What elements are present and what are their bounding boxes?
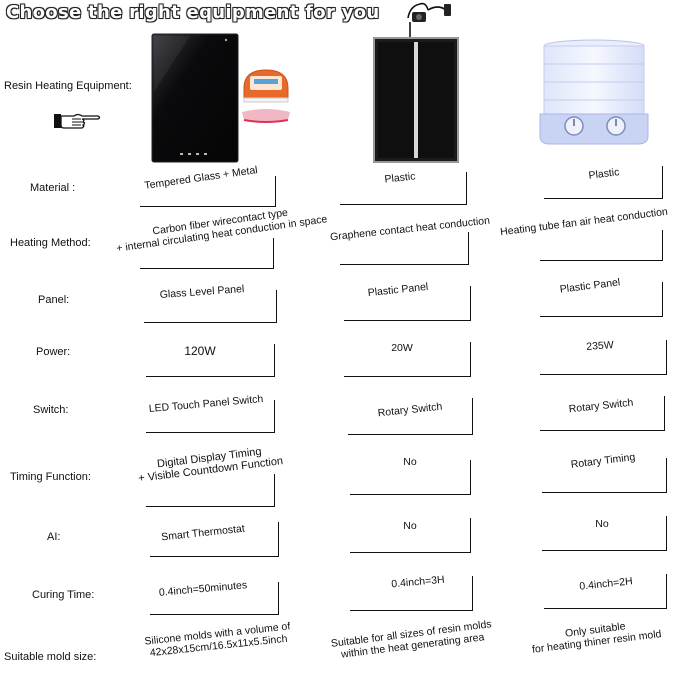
cell-border <box>150 522 279 557</box>
dehydrator-image <box>536 38 652 148</box>
cell-border <box>146 400 275 433</box>
cell-timing-3: Rotary Timing <box>570 451 636 471</box>
cell-border <box>350 460 471 495</box>
cell-border <box>540 282 663 317</box>
row-label-ai: AI: <box>47 531 61 543</box>
cell-border <box>350 576 473 611</box>
cell-mold-3: Only suitable for heating thiner resin mold <box>531 620 663 656</box>
cell-border <box>540 396 665 431</box>
cell-panel-2: Plastic Panel <box>367 280 429 300</box>
row-label-heating-method: Heating Method: <box>10 237 91 249</box>
cell-border <box>340 172 467 205</box>
cell-switch-2: Rotary Switch <box>377 400 443 420</box>
cell-panel-1: Glass Level Panel <box>159 283 245 301</box>
cell-border <box>146 344 275 377</box>
cell-border <box>540 230 663 261</box>
cell-border <box>340 232 469 265</box>
cell-power-3: 235W <box>585 339 615 353</box>
cell-border <box>542 516 667 551</box>
cell-ai-1: Smart Thermostat <box>160 522 246 544</box>
small-heater-image <box>240 64 292 130</box>
row-label-switch: Switch: <box>33 404 69 416</box>
cell-panel-3: Plastic Panel <box>559 276 621 296</box>
cell-material-2: Plastic <box>383 170 417 186</box>
cell-heating-method-1: Carbon fiber wirecontact type + internal circulating heat conduction in space <box>115 206 329 255</box>
pointing-hand-icon <box>52 110 102 132</box>
cell-border <box>542 458 667 493</box>
cell-mold-2: Suitable for all sizes of resin molds within the heat generating area <box>330 618 493 661</box>
cell-border <box>146 474 275 507</box>
cell-border <box>540 340 667 375</box>
cell-border <box>140 238 274 269</box>
row-label-equipment: Resin Heating Equipment: <box>4 80 132 92</box>
row-label-power: Power: <box>36 346 71 358</box>
cell-border <box>140 176 276 207</box>
cell-curing-3: 0.4inch=2H <box>578 575 634 593</box>
glass-heater-image <box>150 32 240 164</box>
cell-mold-1: Silicone molds with a volume of 42x28x15cm/16.5x11x5.5inch <box>143 620 291 660</box>
cell-curing-1: 0.4inch=50minutes <box>158 579 248 599</box>
page-title: Choose the right equipment for you <box>6 2 380 23</box>
cell-border <box>544 166 663 199</box>
cell-border <box>344 286 471 321</box>
cell-ai-3: No <box>595 518 609 530</box>
cell-curing-2: 0.4inch=3H <box>390 573 446 591</box>
cell-power-1: 120W <box>184 344 216 358</box>
cell-border <box>350 518 471 553</box>
cell-border <box>144 290 277 323</box>
cell-material-1: Tempered Glass + Metal <box>143 164 259 192</box>
cell-switch-3: Rotary Switch <box>568 396 634 416</box>
cell-heating-method-3: Heating tube fan air heat conduction <box>499 205 669 239</box>
cell-border <box>344 342 471 377</box>
row-label-panel: Panel: <box>38 294 70 306</box>
cell-border <box>348 398 473 435</box>
cell-timing-1: Digital Display Timing + Visible Countdown Function <box>137 445 284 485</box>
cell-timing-2: No <box>403 456 417 468</box>
row-label-timing: Timing Function: <box>10 471 91 483</box>
heating-mat-image <box>368 0 468 164</box>
cell-material-3: Plastic <box>587 166 621 182</box>
cell-border <box>150 582 279 615</box>
cell-heating-method-2: Graphene contact heat conduction <box>329 214 491 244</box>
cell-switch-1: LED Touch Panel Switch <box>148 393 264 415</box>
cell-power-2: 20W <box>391 342 413 354</box>
row-label-material: Material : <box>30 182 76 194</box>
cell-border <box>544 574 667 609</box>
cell-ai-2: No <box>403 520 417 532</box>
row-label-curing-time: Curing Time: <box>32 589 95 601</box>
row-label-mold-size: Suitable mold size: <box>4 651 97 663</box>
